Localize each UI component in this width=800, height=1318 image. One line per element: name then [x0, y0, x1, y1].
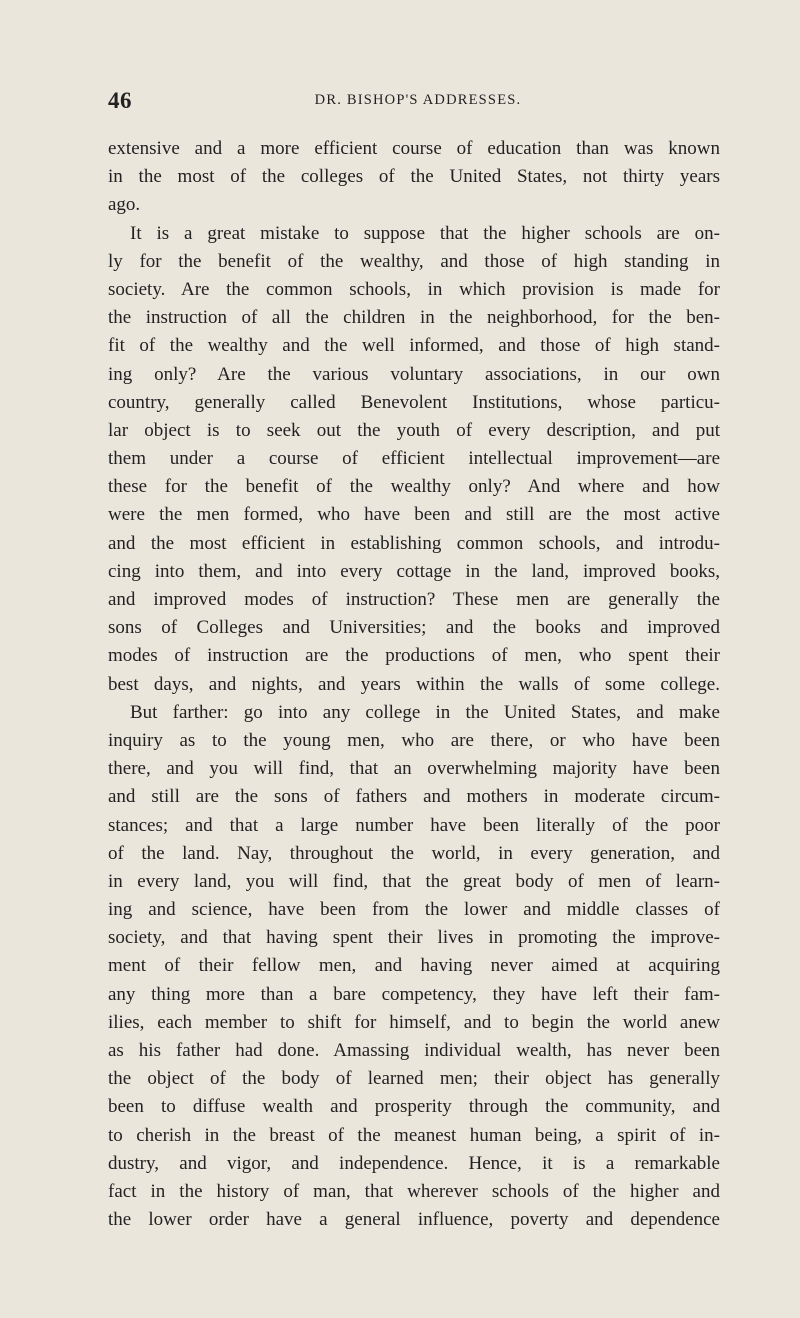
text-line: any thing more than a bare competency, they have left their fam- [108, 983, 720, 1005]
text-line: country, generally called Benevolent Institutions, whose particu- [108, 391, 720, 413]
text-line: ment of their fellow men, and having never aimed at acquiring [108, 955, 720, 977]
body-text [108, 135, 720, 1234]
text-line: fit of the wealthy and the well informed, and those of high stand- [108, 335, 720, 357]
text-line: in every land, you will find, that the great body of men of learn- [108, 870, 720, 892]
text-line: modes of instruction are the productions of men, who spent their [108, 645, 720, 667]
running-head [108, 88, 728, 114]
text-line: lar object is to seek out the youth of every description, and put [108, 419, 720, 441]
text-line: It is a great mistake to suppose that the higher schools are on- [130, 222, 720, 244]
text-line: the object of the body of learned men; their object has generally [108, 1068, 720, 1090]
text-line: cing into them, and into every cottage in the land, improved books, [108, 560, 720, 582]
text-line: in the most of the colleges of the United States, not thirty years [108, 166, 720, 188]
text-line: society, and that having spent their lives in promoting the improve- [108, 927, 720, 949]
text-line: as his father had done. Amassing individual wealth, has never been [108, 1040, 720, 1061]
text-line: them under a course of efficient intellectual improvement—are [108, 448, 720, 470]
page-number: 46 [108, 88, 132, 113]
text-line: ly for the benefit of the wealthy, and those of high standing in [108, 250, 720, 272]
text-line: there, and you will find, that an overwhelming majority have been [108, 758, 720, 780]
text-line: extensive and a more efficient course of education than was known [108, 138, 720, 159]
text-line: best days, and nights, and years within the walls of some college. [108, 673, 720, 695]
text-line: sons of Colleges and Universities; and the books and improved [108, 617, 720, 639]
text-line: were the men formed, who have been and still are the most active [108, 504, 720, 526]
text-line: dustry, and vigor, and independence. Hence, it is a remarkable [108, 1152, 720, 1174]
text-line: society. Are the common schools, in which provision is made for [108, 278, 720, 300]
text-line: But farther: go into any college in the United States, and make [130, 701, 720, 723]
text-line: of the land. Nay, throughout the world, in every generation, and [108, 842, 720, 864]
text-line: stances; and that a large number have been literally of the poor [108, 814, 720, 836]
text-line: to cherish in the breast of the meanest human being, a spirit of in- [108, 1124, 720, 1146]
text-line: the instruction of all the children in the neighborhood, for the ben- [108, 307, 720, 329]
text-line: inquiry as to the young men, who are there, or who have been [108, 729, 720, 751]
text-line: and improved modes of instruction? These men are generally the [108, 589, 720, 610]
text-line: the lower order have a general influence, poverty and dependence [108, 1209, 720, 1231]
text-line: ilies, each member to shift for himself, and to begin the world anew [108, 1011, 720, 1033]
text-line: fact in the history of man, that wherever schools of the higher and [108, 1180, 720, 1202]
text-line: been to diffuse wealth and prosperity through the community, and [108, 1096, 720, 1118]
text-line: these for the benefit of the wealthy only? And where and how [108, 476, 720, 498]
text-line: and the most efficient in establishing common schools, and introdu- [108, 532, 720, 554]
text-line: ago. [108, 194, 141, 216]
text-line: and still are the sons of fathers and mothers in moderate circum- [108, 786, 720, 808]
running-title: DR. BISHOP'S ADDRESSES. [314, 92, 522, 108]
text-line: ing only? Are the various voluntary associations, in our own [108, 363, 720, 385]
text-line: ing and science, have been from the lower and middle classes of [108, 899, 720, 921]
